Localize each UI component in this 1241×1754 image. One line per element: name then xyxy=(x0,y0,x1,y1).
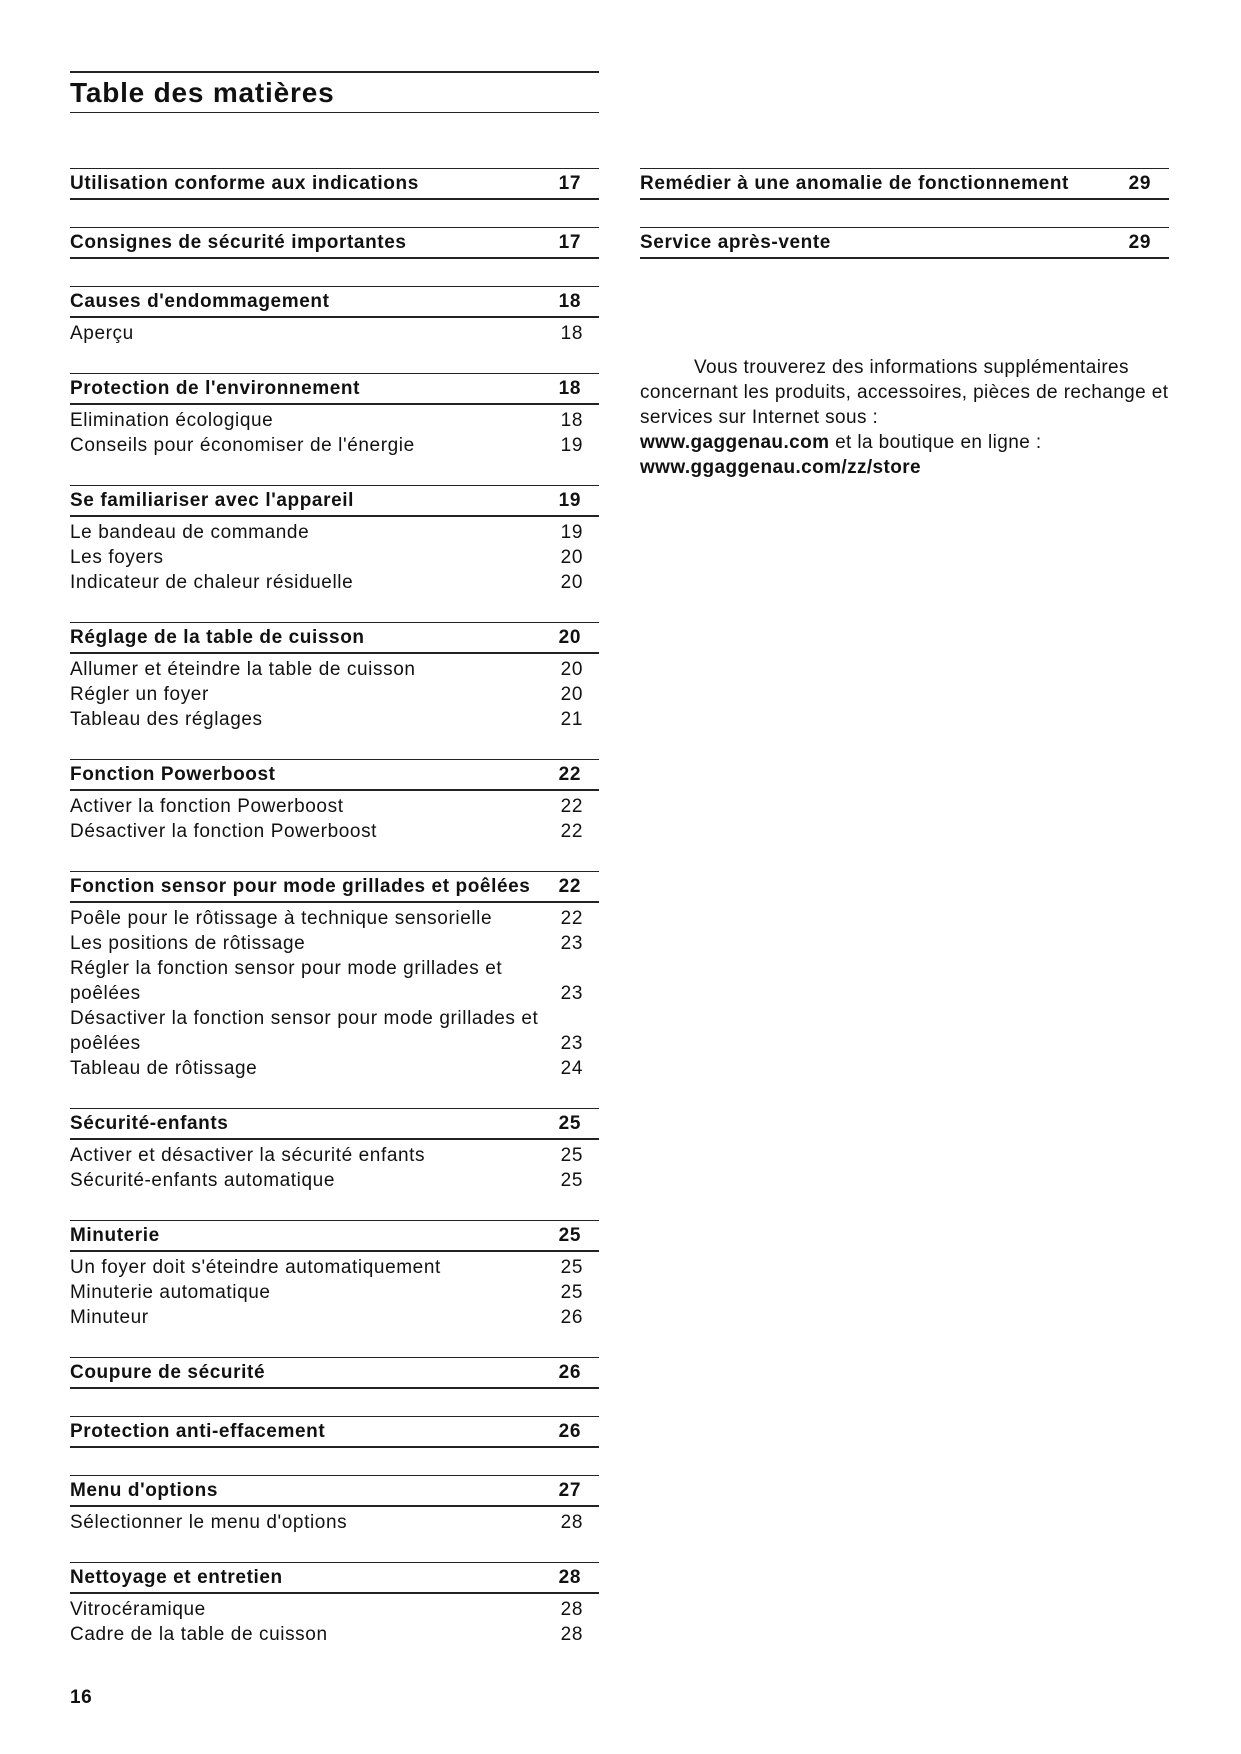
toc-section-heading[interactable] xyxy=(70,227,599,259)
toc-section xyxy=(70,1562,599,1647)
toc-section-heading[interactable] xyxy=(70,286,599,318)
section-page-number: 18 xyxy=(558,378,581,399)
toc-subsection-item[interactable] xyxy=(70,1143,599,1168)
toc-subsection-item[interactable] xyxy=(70,321,599,346)
subsection-page-number: 22 xyxy=(560,908,583,929)
toc-section xyxy=(70,227,599,259)
subsection-page-number: 18 xyxy=(560,323,583,344)
toc-section xyxy=(70,871,599,1081)
section-page-number: 18 xyxy=(558,291,581,312)
toc-subsection-item[interactable] xyxy=(70,1305,599,1330)
subsection-title: Régler un foyer xyxy=(70,684,209,705)
toc-section-heading[interactable] xyxy=(70,168,599,200)
subsection-page-number: 25 xyxy=(560,1282,583,1303)
subsection-page-number: 28 xyxy=(560,1599,583,1620)
toc-subsection-list xyxy=(70,1255,599,1330)
toc-subsection-item[interactable] xyxy=(70,682,599,707)
subsection-page-number: 22 xyxy=(560,821,583,842)
toc-section-heading[interactable] xyxy=(70,1475,599,1507)
toc-subsection-list xyxy=(70,657,599,732)
subsection-title: Le bandeau de commande xyxy=(70,522,310,543)
section-page-number: 29 xyxy=(1128,232,1151,253)
toc-subsection-list xyxy=(70,520,599,595)
subsection-page-number: 19 xyxy=(560,435,583,456)
toc-section xyxy=(70,622,599,732)
toc-subsection-item[interactable] xyxy=(70,433,599,458)
subsection-page-number: 18 xyxy=(560,410,583,431)
toc-section xyxy=(70,485,599,595)
subsection-title: Vitrocéramique xyxy=(70,1599,206,1620)
info-text-2: et la boutique en ligne : xyxy=(835,432,1042,453)
section-title: Menu d'options xyxy=(70,1480,219,1501)
toc-subsection-item[interactable] xyxy=(70,1168,599,1193)
subsection-page-number: 22 xyxy=(560,796,583,817)
toc-section xyxy=(70,1475,599,1535)
subsection-page-number: 19 xyxy=(560,522,583,543)
subsection-title: Sécurité-enfants automatique xyxy=(70,1170,336,1191)
toc-section xyxy=(70,168,599,200)
subsection-title: Allumer et éteindre la table de cuisson xyxy=(70,659,416,680)
section-page-number: 22 xyxy=(558,876,581,897)
toc-subsection-item[interactable] xyxy=(70,906,599,931)
subsection-page-number: 28 xyxy=(560,1512,583,1533)
subsection-page-number: 20 xyxy=(560,547,583,568)
toc-subsection-item[interactable] xyxy=(70,545,599,570)
toc-subsection-item[interactable] xyxy=(70,408,599,433)
toc-subsection-list xyxy=(70,1510,599,1535)
subsection-title: Elimination écologique xyxy=(70,410,274,431)
section-page-number: 29 xyxy=(1128,173,1151,194)
section-title: Fonction Powerboost xyxy=(70,764,276,785)
section-page-number: 26 xyxy=(558,1421,581,1442)
toc-subsection-item[interactable] xyxy=(70,657,599,682)
subsection-title: Minuteur xyxy=(70,1307,149,1328)
toc-subsection-list xyxy=(70,408,599,458)
subsection-page-number: 25 xyxy=(560,1257,583,1278)
subsection-page-number: 25 xyxy=(560,1170,583,1191)
subsection-title: Les positions de rôtissage xyxy=(70,933,306,954)
toc-subsection-item[interactable] xyxy=(70,520,599,545)
toc-subsection-list xyxy=(70,1597,599,1647)
subsection-title: Conseils pour économiser de l'énergie xyxy=(70,435,415,456)
toc-section xyxy=(70,373,599,458)
subsection-page-number: 20 xyxy=(560,572,583,593)
subsection-page-number: 25 xyxy=(560,1145,583,1166)
section-page-number: 25 xyxy=(558,1113,581,1134)
toc-section-heading[interactable] xyxy=(640,168,1169,200)
section-title: Sécurité-enfants xyxy=(70,1113,229,1134)
subsection-page-number: 24 xyxy=(560,1058,583,1079)
toc-subsection-item[interactable] xyxy=(70,1622,599,1647)
toc-subsection-item[interactable] xyxy=(70,819,599,844)
toc-section xyxy=(70,1416,599,1448)
section-title: Minuterie xyxy=(70,1225,160,1246)
section-title: Se familiariser avec l'appareil xyxy=(70,490,354,511)
section-title: Utilisation conforme aux indications xyxy=(70,173,419,194)
page-number: 16 xyxy=(70,1687,93,1708)
toc-section-heading[interactable] xyxy=(70,373,599,405)
toc-subsection-list xyxy=(70,794,599,844)
toc-subsection-item[interactable] xyxy=(70,794,599,819)
section-title: Coupure de sécurité xyxy=(70,1362,266,1383)
section-title: Protection anti-effacement xyxy=(70,1421,326,1442)
subsection-title: Désactiver la fonction sensor pour mode grillades et poêlées xyxy=(70,1008,539,1054)
section-title: Consignes de sécurité importantes xyxy=(70,232,407,253)
subsection-title: Régler la fonction sensor pour mode grillades et poêlées xyxy=(70,958,503,1004)
toc-section-heading[interactable] xyxy=(70,871,599,903)
store-link[interactable]: www.ggaggenau.com/zz/store xyxy=(640,457,922,478)
toc-subsection-item[interactable] xyxy=(70,1510,599,1535)
toc-section xyxy=(70,1220,599,1330)
toc-section-heading[interactable] xyxy=(70,1220,599,1252)
toc-subsection-list xyxy=(70,1143,599,1193)
toc-section-heading[interactable] xyxy=(70,1562,599,1594)
subsection-page-number: 23 xyxy=(560,1033,583,1054)
toc-section xyxy=(70,286,599,346)
toc-section xyxy=(640,168,1169,200)
subsection-title: Les foyers xyxy=(70,547,164,568)
toc-subsection-item[interactable] xyxy=(70,931,599,956)
subsection-page-number: 20 xyxy=(560,659,583,680)
info-paragraph xyxy=(640,355,1180,480)
toc-subsection-item[interactable] xyxy=(70,570,599,595)
subsection-title: Désactiver la fonction Powerboost xyxy=(70,821,378,842)
subsection-page-number: 26 xyxy=(560,1307,583,1328)
info-text: Vous trouverez des informations supplémentaires concernant les produits, accessoires, pièces de rechange et services sur Internet sous : xyxy=(640,357,1169,428)
subsection-title: Activer et désactiver la sécurité enfants xyxy=(70,1145,426,1166)
subsection-title: Poêle pour le rôtissage à technique sensorielle xyxy=(70,908,493,929)
subsection-title: Sélectionner le menu d'options xyxy=(70,1512,348,1533)
section-page-number: 22 xyxy=(558,764,581,785)
toc-subsection-item[interactable] xyxy=(70,1597,599,1622)
section-title: Fonction sensor pour mode grillades et poêlées xyxy=(70,876,531,897)
subsection-title: Tableau des réglages xyxy=(70,709,263,730)
section-page-number: 26 xyxy=(558,1362,581,1383)
toc-section-heading[interactable] xyxy=(70,1416,599,1448)
toc-section-heading[interactable] xyxy=(640,227,1169,259)
section-page-number: 27 xyxy=(558,1480,581,1501)
toc-subsection-item[interactable] xyxy=(70,1056,599,1081)
subsection-title: Aperçu xyxy=(70,323,134,344)
toc-subsection-list xyxy=(70,321,599,346)
toc-section-heading[interactable] xyxy=(70,1108,599,1140)
section-title: Protection de l'environnement xyxy=(70,378,361,399)
subsection-title: Activer la fonction Powerboost xyxy=(70,796,344,817)
section-page-number: 28 xyxy=(558,1567,581,1588)
toc-section-heading[interactable] xyxy=(70,759,599,791)
toc-subsection-item[interactable] xyxy=(70,1255,599,1280)
toc-section-heading[interactable] xyxy=(70,1357,599,1389)
subsection-page-number: 20 xyxy=(560,684,583,705)
subsection-title: Cadre de la table de cuisson xyxy=(70,1624,328,1645)
subsection-page-number: 28 xyxy=(560,1624,583,1645)
section-page-number: 19 xyxy=(558,490,581,511)
toc-section-heading[interactable] xyxy=(70,485,599,517)
page-title: Table des matières xyxy=(70,71,599,113)
section-page-number: 25 xyxy=(558,1225,581,1246)
subsection-title: Indicateur de chaleur résiduelle xyxy=(70,572,354,593)
toc-subsection-item[interactable] xyxy=(70,1006,599,1056)
section-page-number: 20 xyxy=(558,627,581,648)
toc-subsection-item[interactable] xyxy=(70,1280,599,1305)
toc-subsection-item[interactable] xyxy=(70,956,599,1006)
subsection-page-number: 23 xyxy=(560,933,583,954)
toc-left-column xyxy=(70,168,599,1674)
toc-subsection-list xyxy=(70,906,599,1081)
toc-subsection-item[interactable] xyxy=(70,707,599,732)
toc-section xyxy=(640,227,1169,259)
subsection-page-number: 23 xyxy=(560,983,583,1004)
section-title: Service après-vente xyxy=(640,232,831,253)
subsection-title: Tableau de rôtissage xyxy=(70,1058,258,1079)
subsection-page-number: 21 xyxy=(560,709,583,730)
toc-section xyxy=(70,1357,599,1389)
section-page-number: 17 xyxy=(558,232,581,253)
section-title: Remédier à une anomalie de fonctionnement xyxy=(640,173,1069,194)
toc-section-heading[interactable] xyxy=(70,622,599,654)
toc-right-column xyxy=(640,168,1169,286)
section-title: Réglage de la table de cuisson xyxy=(70,627,365,648)
section-title: Nettoyage et entretien xyxy=(70,1567,283,1588)
gaggenau-link[interactable]: www.gaggenau.com xyxy=(640,432,830,453)
section-page-number: 17 xyxy=(558,173,581,194)
subsection-title: Minuterie automatique xyxy=(70,1282,271,1303)
section-title: Causes d'endommagement xyxy=(70,291,330,312)
toc-section xyxy=(70,1108,599,1193)
toc-section xyxy=(70,759,599,844)
subsection-title: Un foyer doit s'éteindre automatiquement xyxy=(70,1257,441,1278)
